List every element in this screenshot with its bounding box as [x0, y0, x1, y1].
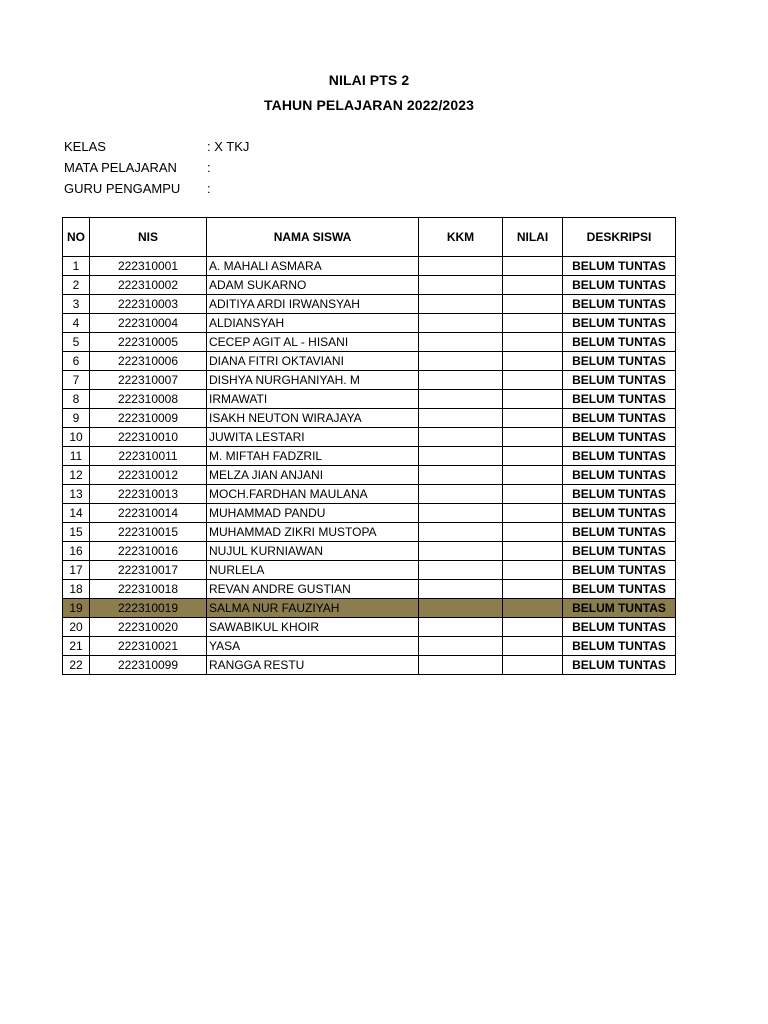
row-number-cell: 5	[63, 333, 90, 352]
column-header-nama-siswa: NAMA SISWA	[207, 218, 419, 257]
row-number-cell: 19	[63, 599, 90, 618]
nis-cell: 222310002	[90, 276, 207, 295]
kkm-cell	[419, 428, 503, 447]
row-number-cell: 22	[63, 656, 90, 675]
table-row	[63, 295, 676, 314]
table-row	[63, 333, 676, 352]
row-number-cell: 8	[63, 390, 90, 409]
table-row	[63, 580, 676, 599]
nis-cell: 222310010	[90, 428, 207, 447]
table-row	[63, 504, 676, 523]
guru-pengampu-value: :	[207, 181, 211, 196]
kkm-cell	[419, 333, 503, 352]
kkm-cell	[419, 352, 503, 371]
kkm-cell	[419, 295, 503, 314]
nilai-cell	[503, 561, 563, 580]
student-name-cell: ADITIYA ARDI IRWANSYAH	[207, 295, 419, 314]
student-name-cell: MUHAMMAD ZIKRI MUSTOPA	[207, 523, 419, 542]
table-row	[63, 447, 676, 466]
kkm-cell	[419, 257, 503, 276]
student-name-cell: REVAN ANDRE GUSTIAN	[207, 580, 419, 599]
table-row	[63, 485, 676, 504]
column-header-kkm: KKM	[419, 218, 503, 257]
mata-pelajaran-value: :	[207, 160, 211, 175]
nilai-cell	[503, 637, 563, 656]
academic-year-subtitle: TAHUN PELAJARAN 2022/2023	[264, 97, 474, 113]
nis-cell: 222310001	[90, 257, 207, 276]
deskripsi-cell: BELUM TUNTAS	[563, 580, 676, 599]
student-name-cell: JUWITA LESTARI	[207, 428, 419, 447]
student-name-cell: CECEP AGIT AL - HISANI	[207, 333, 419, 352]
deskripsi-cell: BELUM TUNTAS	[563, 618, 676, 637]
nis-cell: 222310018	[90, 580, 207, 599]
table-row	[63, 409, 676, 428]
table-row	[63, 523, 676, 542]
student-name-cell: A. MAHALI ASMARA	[207, 257, 419, 276]
mata-pelajaran-label: MATA PELAJARAN	[64, 160, 177, 175]
row-number-cell: 16	[63, 542, 90, 561]
deskripsi-cell: BELUM TUNTAS	[563, 257, 676, 276]
nis-cell: 222310006	[90, 352, 207, 371]
deskripsi-cell: BELUM TUNTAS	[563, 276, 676, 295]
deskripsi-cell: BELUM TUNTAS	[563, 314, 676, 333]
kkm-cell	[419, 447, 503, 466]
student-name-cell: YASA	[207, 637, 419, 656]
nilai-cell	[503, 295, 563, 314]
nis-cell: 222310005	[90, 333, 207, 352]
table-row	[63, 257, 676, 276]
table-row	[63, 276, 676, 295]
kkm-cell	[419, 580, 503, 599]
student-name-cell: M. MIFTAH FADZRIL	[207, 447, 419, 466]
nilai-cell	[503, 523, 563, 542]
kkm-cell	[419, 466, 503, 485]
student-name-cell: NUJUL KURNIAWAN	[207, 542, 419, 561]
student-name-cell: DIANA FITRI OKTAVIANI	[207, 352, 419, 371]
student-name-cell: DISHYA NURGHANIYAH. M	[207, 371, 419, 390]
row-number-cell: 20	[63, 618, 90, 637]
column-header-no: NO	[63, 218, 90, 257]
nilai-cell	[503, 333, 563, 352]
nis-cell: 222310020	[90, 618, 207, 637]
nis-cell: 222310021	[90, 637, 207, 656]
kkm-cell	[419, 542, 503, 561]
column-header-deskripsi: DESKRIPSI	[563, 218, 676, 257]
nilai-cell	[503, 352, 563, 371]
nis-cell: 222310015	[90, 523, 207, 542]
nis-cell: 222310011	[90, 447, 207, 466]
row-number-cell: 12	[63, 466, 90, 485]
student-name-cell: ADAM SUKARNO	[207, 276, 419, 295]
guru-pengampu-label: GURU PENGAMPU	[64, 181, 181, 196]
nis-cell: 222310013	[90, 485, 207, 504]
nilai-cell	[503, 656, 563, 675]
grades-table-body	[63, 257, 676, 675]
table-row	[63, 637, 676, 656]
nilai-cell	[503, 371, 563, 390]
deskripsi-cell: BELUM TUNTAS	[563, 371, 676, 390]
nis-cell: 222310016	[90, 542, 207, 561]
row-number-cell: 4	[63, 314, 90, 333]
nilai-cell	[503, 428, 563, 447]
table-row	[63, 561, 676, 580]
student-name-cell: NURLELA	[207, 561, 419, 580]
column-header-nis: NIS	[90, 218, 207, 257]
table-row	[63, 466, 676, 485]
table-row	[63, 618, 676, 637]
kkm-cell	[419, 485, 503, 504]
row-number-cell: 17	[63, 561, 90, 580]
nilai-cell	[503, 618, 563, 637]
deskripsi-cell: BELUM TUNTAS	[563, 542, 676, 561]
student-name-cell: SALMA NUR FAUZIYAH	[207, 599, 419, 618]
kkm-cell	[419, 561, 503, 580]
nis-cell: 222310003	[90, 295, 207, 314]
kkm-cell	[419, 504, 503, 523]
row-number-cell: 18	[63, 580, 90, 599]
nis-cell: 222310009	[90, 409, 207, 428]
kkm-cell	[419, 618, 503, 637]
row-number-cell: 6	[63, 352, 90, 371]
nis-cell: 222310019	[90, 599, 207, 618]
row-number-cell: 2	[63, 276, 90, 295]
kelas-value: : X TKJ	[207, 139, 250, 154]
info-row-kelas	[64, 138, 249, 156]
nilai-cell	[503, 580, 563, 599]
kkm-cell	[419, 656, 503, 675]
nilai-cell	[503, 599, 563, 618]
nilai-cell	[503, 257, 563, 276]
nilai-cell	[503, 447, 563, 466]
table-row	[63, 371, 676, 390]
deskripsi-cell: BELUM TUNTAS	[563, 504, 676, 523]
nis-cell: 222310099	[90, 656, 207, 675]
row-number-cell: 14	[63, 504, 90, 523]
student-name-cell: IRMAWATI	[207, 390, 419, 409]
kkm-cell	[419, 409, 503, 428]
kkm-cell	[419, 390, 503, 409]
student-name-cell: SAWABIKUL KHOIR	[207, 618, 419, 637]
deskripsi-cell: BELUM TUNTAS	[563, 409, 676, 428]
kkm-cell	[419, 314, 503, 333]
table-row	[63, 542, 676, 561]
kelas-label: KELAS	[64, 139, 106, 154]
table-row	[63, 599, 676, 618]
row-number-cell: 9	[63, 409, 90, 428]
deskripsi-cell: BELUM TUNTAS	[563, 428, 676, 447]
nis-cell: 222310004	[90, 314, 207, 333]
student-name-cell: MELZA JIAN ANJANI	[207, 466, 419, 485]
deskripsi-cell: BELUM TUNTAS	[563, 447, 676, 466]
table-row	[63, 390, 676, 409]
deskripsi-cell: BELUM TUNTAS	[563, 523, 676, 542]
deskripsi-cell: BELUM TUNTAS	[563, 390, 676, 409]
nilai-cell	[503, 504, 563, 523]
deskripsi-cell: BELUM TUNTAS	[563, 637, 676, 656]
row-number-cell: 21	[63, 637, 90, 656]
table-row	[63, 656, 676, 675]
row-number-cell: 1	[63, 257, 90, 276]
nis-cell: 222310017	[90, 561, 207, 580]
student-name-cell: ALDIANSYAH	[207, 314, 419, 333]
nilai-cell	[503, 390, 563, 409]
row-number-cell: 15	[63, 523, 90, 542]
nis-cell: 222310007	[90, 371, 207, 390]
deskripsi-cell: BELUM TUNTAS	[563, 656, 676, 675]
deskripsi-cell: BELUM TUNTAS	[563, 561, 676, 580]
nilai-cell	[503, 466, 563, 485]
deskripsi-cell: BELUM TUNTAS	[563, 333, 676, 352]
nilai-cell	[503, 314, 563, 333]
row-number-cell: 13	[63, 485, 90, 504]
kkm-cell	[419, 599, 503, 618]
deskripsi-cell: BELUM TUNTAS	[563, 352, 676, 371]
nis-cell: 222310012	[90, 466, 207, 485]
row-number-cell: 3	[63, 295, 90, 314]
deskripsi-cell: BELUM TUNTAS	[563, 485, 676, 504]
deskripsi-cell: BELUM TUNTAS	[563, 599, 676, 618]
table-row	[63, 314, 676, 333]
deskripsi-cell: BELUM TUNTAS	[563, 466, 676, 485]
info-row-guru-pengampu	[64, 180, 211, 198]
nis-cell: 222310008	[90, 390, 207, 409]
student-name-cell: ISAKH NEUTON WIRAJAYA	[207, 409, 419, 428]
kkm-cell	[419, 637, 503, 656]
kkm-cell	[419, 523, 503, 542]
student-name-cell: MOCH.FARDHAN MAULANA	[207, 485, 419, 504]
grades-table	[62, 217, 676, 675]
table-row	[63, 352, 676, 371]
nis-cell: 222310014	[90, 504, 207, 523]
row-number-cell: 7	[63, 371, 90, 390]
nilai-cell	[503, 485, 563, 504]
document-title: NILAI PTS 2	[328, 72, 410, 88]
nilai-cell	[503, 542, 563, 561]
row-number-cell: 11	[63, 447, 90, 466]
row-number-cell: 10	[63, 428, 90, 447]
kkm-cell	[419, 276, 503, 295]
deskripsi-cell: BELUM TUNTAS	[563, 295, 676, 314]
nilai-cell	[503, 409, 563, 428]
column-header-nilai: NILAI	[503, 218, 563, 257]
student-name-cell: RANGGA RESTU	[207, 656, 419, 675]
table-header-row	[63, 218, 676, 257]
table-row	[63, 428, 676, 447]
student-name-cell: MUHAMMAD PANDU	[207, 504, 419, 523]
nilai-cell	[503, 276, 563, 295]
kkm-cell	[419, 371, 503, 390]
info-row-mata-pelajaran	[64, 159, 211, 177]
